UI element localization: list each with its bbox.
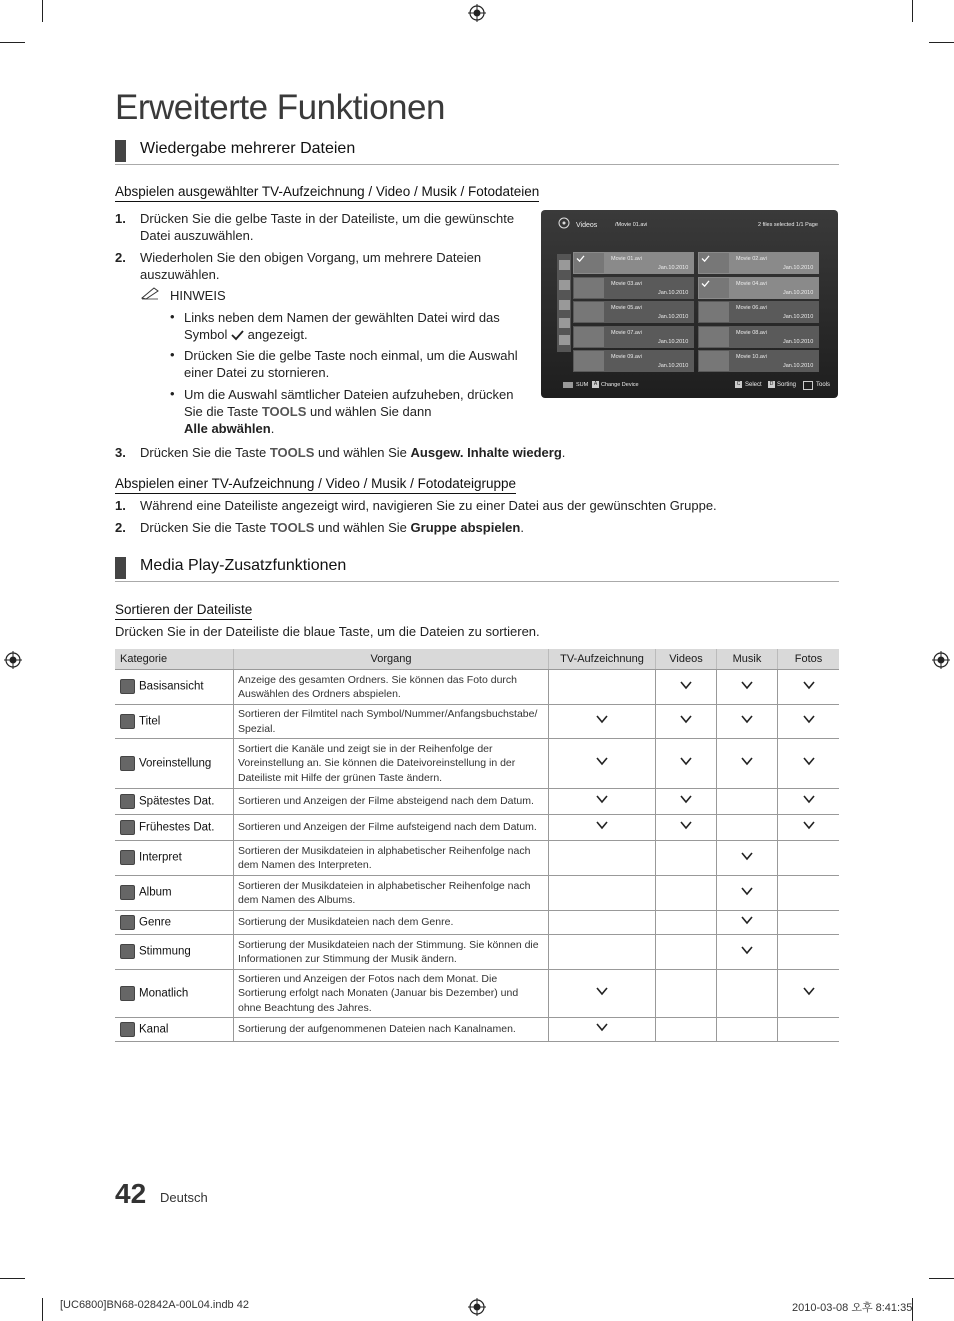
category-cell <box>115 841 234 876</box>
checkmark-icon <box>741 713 753 725</box>
checkmark-icon <box>596 713 608 725</box>
menu-option: Alle abwählen <box>184 421 271 436</box>
step-text-part: und wählen Sie <box>318 445 407 460</box>
tv-file-name: Movie 04.avi <box>736 280 767 287</box>
checkmark-icon <box>680 819 692 831</box>
keyword-tools: TOOLS <box>269 520 315 535</box>
tv-file-date: Jan.10.2010 <box>783 265 814 271</box>
tv-file-date: Jan.10.2010 <box>658 314 689 320</box>
support-cell-videos <box>656 789 717 815</box>
operation-cell: Sortieren der Musikdateien in alphabetischer Reihenfolge nach dem Namen des Albums. <box>234 876 549 911</box>
tv-file-date: Jan.10.2010 <box>658 289 689 296</box>
operation-cell: Sortierung der Musikdateien nach dem Genre. <box>234 911 549 935</box>
operation-cell: Sortieren und Anzeigen der Fotos nach dem Monat. Die Sortierung erfolgt nach Monaten (Januar bis Dezember) und ohne Beachtung des Jahres. <box>234 970 549 1018</box>
section-bar <box>115 140 126 162</box>
category-cell <box>115 670 234 705</box>
tv-file-date: Jan.10.2010 <box>783 314 814 320</box>
support-cell-musik <box>717 911 778 935</box>
step-number: 3. <box>115 445 126 460</box>
tv-file-name: Movie 06.avi <box>736 305 767 311</box>
tv-file-date: Jan.10.2010 <box>783 289 814 296</box>
column-header: Videos <box>656 649 717 670</box>
bullet-icon: • <box>170 309 175 324</box>
table-row <box>115 739 839 789</box>
category-icon <box>120 1022 135 1037</box>
table-row <box>115 1018 839 1042</box>
registration-mark-icon <box>932 651 950 669</box>
checkmark-icon <box>701 280 710 287</box>
support-cell-musik <box>717 935 778 970</box>
tv-header-title: Videos <box>576 222 598 229</box>
checkmark-icon <box>680 679 692 691</box>
section-bar <box>115 557 126 579</box>
note-item <box>184 309 524 343</box>
support-cell-tv <box>549 911 656 935</box>
support-cell-videos <box>656 841 717 876</box>
column-header: Musik <box>717 649 778 670</box>
category-cell <box>115 876 234 911</box>
thumbnail-icon <box>699 327 729 347</box>
operation-cell: Sortieren und Anzeigen der Filme aufsteigend nach dem Datum. <box>234 815 549 841</box>
category-label: Kanal <box>139 1023 169 1036</box>
checkmark-icon <box>596 819 608 831</box>
support-cell-videos <box>656 1018 717 1042</box>
tv-footer-select: Select <box>745 382 762 388</box>
operation-cell: Sortieren und Anzeigen der Filme absteigend nach dem Datum. <box>234 789 549 815</box>
section-heading <box>115 557 839 582</box>
tv-file-date: Jan.10.2010 <box>658 338 689 345</box>
checkmark-icon <box>803 679 815 691</box>
category-label: Album <box>139 887 172 900</box>
checkmark-icon <box>741 755 753 767</box>
category-icon <box>120 885 135 900</box>
thumbnail-icon <box>574 351 604 371</box>
footer-file: [UC6800]BN68-02842A-00L04.indb 42 <box>60 1299 249 1311</box>
note-text: Links neben dem Namen der gewählten Datei wird das Symbol <box>184 310 500 342</box>
menu-option: Gruppe abspielen <box>410 520 521 535</box>
tools-icon <box>803 381 813 390</box>
category-cell <box>115 789 234 815</box>
tv-file-name: Movie 09.avi <box>611 354 642 360</box>
page-language: Deutsch <box>160 1190 208 1205</box>
checkmark-icon <box>741 885 753 897</box>
tv-file-date: Jan.10.2010 <box>658 363 689 369</box>
support-cell-videos <box>656 935 717 970</box>
support-cell-videos <box>656 911 717 935</box>
category-label: Basisansicht <box>139 681 204 694</box>
note-label: HINWEIS <box>170 288 226 303</box>
note-pencil-icon <box>140 286 160 300</box>
tv-file-date: Jan.10.2010 <box>783 338 814 345</box>
section-heading <box>115 140 839 165</box>
tv-file-name: Movie 10.avi <box>736 354 767 360</box>
bullet-icon: • <box>170 386 175 401</box>
category-label: Interpret <box>139 852 182 865</box>
thumbnail-icon <box>574 278 604 298</box>
checkmark-icon <box>803 793 815 805</box>
table-row <box>115 705 839 739</box>
thumbnail-icon <box>574 327 604 347</box>
support-cell-fotos <box>778 705 840 739</box>
support-cell-tv <box>549 705 656 739</box>
table-row <box>115 789 839 815</box>
registration-mark-icon <box>468 1298 486 1316</box>
support-cell-fotos <box>778 841 840 876</box>
date-icon <box>559 318 570 328</box>
checkmark-icon <box>803 755 815 767</box>
support-cell-fotos <box>778 815 840 841</box>
table-row <box>115 670 839 705</box>
step-number: 1. <box>115 211 126 226</box>
a-button-icon: A <box>593 381 598 387</box>
keyword-tools: TOOLS <box>269 445 315 460</box>
operation-cell: Sortiert die Kanäle und zeigt sie in der Reihenfolge der Voreinstellung an. Sie können die Dateivoreinstellung in der Dateiliste mit Hilfe der grünen Taste ändern. <box>234 739 549 789</box>
category-cell <box>115 935 234 970</box>
crop-mark <box>929 42 954 43</box>
support-cell-videos <box>656 705 717 739</box>
support-cell-fotos <box>778 876 840 911</box>
videos-icon <box>558 217 570 229</box>
category-cell <box>115 911 234 935</box>
checkmark-icon <box>803 819 815 831</box>
c-button-icon: C <box>736 381 741 387</box>
channel-icon <box>559 335 570 345</box>
tv-footer-sum: SUM <box>576 382 589 388</box>
tv-header-path: /Movie 01.avi <box>615 222 648 228</box>
tv-file-item <box>698 252 819 274</box>
operation-cell: Sortierung der Musikdateien nach der Stimmung. Sie können die Informationen zur Stimmung der Musik ändern. <box>234 935 549 970</box>
crop-mark <box>0 42 25 43</box>
support-cell-musik <box>717 841 778 876</box>
column-header: TV-Aufzeichnung <box>549 649 656 670</box>
support-cell-fotos <box>778 1018 840 1042</box>
column-header: Fotos <box>778 649 840 670</box>
section-title: Media Play-Zusatzfunktionen <box>140 557 347 574</box>
category-icon <box>120 986 135 1001</box>
folder-icon <box>559 260 570 270</box>
support-cell-musik <box>717 1018 778 1042</box>
table-header-row <box>115 649 839 670</box>
title-icon <box>559 280 570 290</box>
tv-file-item <box>573 301 694 323</box>
step-text: Während eine Dateiliste angezeigt wird, navigieren Sie zu einer Datei aus der gewünschten Gruppe. <box>140 498 717 513</box>
support-cell-tv <box>549 739 656 789</box>
subsection-title: Sortieren der Dateiliste <box>115 602 252 620</box>
table-row <box>115 970 839 1018</box>
support-cell-fotos <box>778 935 840 970</box>
tv-file-name: Movie 05.avi <box>611 305 642 311</box>
support-cell-tv <box>549 670 656 705</box>
category-cell <box>115 739 234 789</box>
support-cell-musik <box>717 789 778 815</box>
support-cell-musik <box>717 739 778 789</box>
tv-file-item <box>573 326 694 348</box>
crop-mark <box>42 0 43 22</box>
support-cell-tv <box>549 815 656 841</box>
tv-file-item <box>573 252 694 274</box>
column-header: Vorgang <box>234 649 549 670</box>
step-number: 2. <box>115 250 126 265</box>
note-text: angezeigt. <box>247 327 308 342</box>
thumbnail-icon <box>699 351 729 371</box>
registration-mark-icon <box>4 651 22 669</box>
checkmark-icon <box>596 755 608 767</box>
category-label: Frühestes Dat. <box>139 821 215 834</box>
note-item: Drücken Sie die gelbe Taste noch einmal, um die Auswahl einer Datei zu stornieren. <box>184 348 518 380</box>
table-row <box>115 815 839 841</box>
support-cell-tv <box>549 970 656 1018</box>
note-item: Um die Auswahl sämtlicher Dateien aufzuheben, drücken Sie die Taste TOOLS und wählen Sie dann Alle abwählen. <box>184 387 514 436</box>
category-icon <box>120 850 135 865</box>
checkmark-icon <box>596 985 608 997</box>
support-cell-fotos <box>778 739 840 789</box>
support-cell-videos <box>656 970 717 1018</box>
support-cell-videos <box>656 739 717 789</box>
table-row <box>115 841 839 876</box>
operation-cell: Sortieren der Musikdateien in alphabetischer Reihenfolge nach dem Namen des Interpreten. <box>234 841 549 876</box>
category-label: Titel <box>139 715 161 728</box>
table-row <box>115 911 839 935</box>
category-label: Spätestes Dat. <box>139 795 215 808</box>
support-cell-musik <box>717 670 778 705</box>
checkmark-icon <box>231 330 244 341</box>
step-text: Drücken Sie die gelbe Taste in der Dateiliste, um die gewünschte Datei auszuwählen. <box>140 211 515 243</box>
checkmark-icon <box>680 793 692 805</box>
category-icon <box>120 756 135 771</box>
support-cell-videos <box>656 670 717 705</box>
crop-mark <box>0 1278 25 1279</box>
support-cell-musik <box>717 815 778 841</box>
step-text: Drücken Sie die Taste TOOLS und wählen Sie Gruppe abspielen. <box>140 520 524 535</box>
category-cell <box>115 815 234 841</box>
crop-mark <box>912 0 913 22</box>
checkmark-icon <box>680 713 692 725</box>
thumbnail-icon <box>574 302 604 322</box>
tv-header-status: 2 files selected 1/1 Page <box>758 222 818 228</box>
note-text: Um die Auswahl sämtlicher Dateien aufzuheben, drücken Sie die Taste <box>184 387 514 419</box>
checkmark-icon <box>741 914 753 926</box>
checkmark-icon <box>680 755 692 767</box>
crop-mark <box>929 1278 954 1279</box>
tv-file-list-screenshot <box>541 210 838 398</box>
category-cell <box>115 705 234 739</box>
category-icon <box>120 944 135 959</box>
tv-file-name: Movie 07.avi <box>611 329 642 336</box>
checkmark-icon <box>741 944 753 956</box>
subsection-title: Abspielen ausgewählter TV-Aufzeichnung / Video / Musik / Fotodateien <box>115 184 539 202</box>
support-cell-fotos <box>778 970 840 1018</box>
checkmark-icon <box>576 255 585 262</box>
operation-cell: Anzeige des gesamten Ordners. Sie können das Foto durch Auswählen des Ordners abspielen. <box>234 670 549 705</box>
checkmark-icon <box>701 255 710 262</box>
section-title: Wiedergabe mehrerer Dateien <box>140 140 356 157</box>
support-cell-tv <box>549 935 656 970</box>
category-label: Stimmung <box>139 946 191 959</box>
step-number: 1. <box>115 498 126 513</box>
footer-date: 2010-03-08 오후 8:41:35 <box>792 1302 913 1314</box>
operation-cell: Sortieren der Filmtitel nach Symbol/Nummer/Anfangsbuchstabe/ Spezial. <box>234 705 549 739</box>
tv-file-item <box>573 350 694 372</box>
sort-category-table <box>115 649 839 1042</box>
crop-mark <box>42 1298 43 1321</box>
step-text-part: und wählen Sie <box>318 520 407 535</box>
sum-icon <box>563 382 573 388</box>
support-cell-musik <box>717 705 778 739</box>
step-text: Wiederholen Sie den obigen Vorgang, um mehrere Dateien auszuwählen. <box>140 250 482 282</box>
thumbnail-icon <box>699 302 729 322</box>
tv-file-item <box>698 350 819 372</box>
support-cell-fotos <box>778 911 840 935</box>
category-icon <box>120 915 135 930</box>
menu-option: Ausgew. Inhalte wiederg <box>410 445 562 460</box>
category-label: Voreinstellung <box>139 757 212 770</box>
support-cell-musik <box>717 970 778 1018</box>
support-cell-tv <box>549 841 656 876</box>
support-cell-musik <box>717 876 778 911</box>
checkmark-icon <box>596 793 608 805</box>
support-cell-fotos <box>778 789 840 815</box>
support-cell-videos <box>656 876 717 911</box>
category-icon <box>120 714 135 729</box>
registration-mark-icon <box>468 4 486 22</box>
support-cell-tv <box>549 1018 656 1042</box>
checkmark-icon <box>596 1021 608 1033</box>
step-text: Drücken Sie die Taste TOOLS und wählen Sie Ausgew. Inhalte wiederg. <box>140 445 566 460</box>
tv-file-date: Jan.10.2010 <box>658 265 689 271</box>
tv-file-name: Movie 03.avi <box>611 280 642 287</box>
category-cell <box>115 1018 234 1042</box>
checkmark-icon <box>803 985 815 997</box>
operation-cell: Sortierung der aufgenommenen Dateien nach Kanalnamen. <box>234 1018 549 1042</box>
category-icon <box>120 679 135 694</box>
page-number: 42 <box>115 1178 147 1209</box>
intro-text: Drücken Sie in der Dateiliste die blaue Taste, um die Dateien zu sortieren. <box>115 624 540 639</box>
step-text-part: Drücken Sie die Taste <box>140 520 267 535</box>
tv-file-item <box>698 277 819 299</box>
tv-file-item <box>573 277 694 299</box>
page-title: Erweiterte Funktionen <box>115 88 445 127</box>
support-cell-tv <box>549 876 656 911</box>
support-cell-fotos <box>778 670 840 705</box>
category-label: Genre <box>139 916 171 929</box>
d-button-icon: D <box>769 381 774 387</box>
table-row <box>115 876 839 911</box>
tv-file-item <box>698 326 819 348</box>
checkmark-icon <box>803 713 815 725</box>
keyword-tools: TOOLS <box>261 404 307 419</box>
subsection-title: Abspielen einer TV-Aufzeichnung / Video / Musik / Fotodateigruppe <box>115 476 516 494</box>
checkmark-icon <box>741 850 753 862</box>
support-cell-tv <box>549 789 656 815</box>
table-row <box>115 935 839 970</box>
category-icon <box>120 794 135 809</box>
tv-file-name: Movie 08.avi <box>736 329 767 336</box>
tv-footer-tools: Tools <box>816 382 831 388</box>
step-number: 2. <box>115 520 126 535</box>
date-icon <box>559 300 570 310</box>
note-text: und wählen Sie dann <box>310 404 432 419</box>
tv-file-item <box>698 301 819 323</box>
checkmark-icon <box>741 679 753 691</box>
tv-file-name: Movie 01.avi <box>611 256 642 262</box>
column-header: Kategorie <box>115 649 234 670</box>
step-text-part: Drücken Sie die Taste <box>140 445 267 460</box>
tv-footer-change: Change Device <box>601 382 639 388</box>
bullet-icon: • <box>170 347 175 362</box>
category-cell <box>115 970 234 1018</box>
tv-file-name: Movie 02.avi <box>736 256 767 262</box>
category-icon <box>120 820 135 835</box>
tv-file-date: Jan.10.2010 <box>783 363 814 369</box>
support-cell-videos <box>656 815 717 841</box>
category-label: Monatlich <box>139 987 189 1000</box>
tv-footer-sorting: Sorting <box>777 382 797 388</box>
